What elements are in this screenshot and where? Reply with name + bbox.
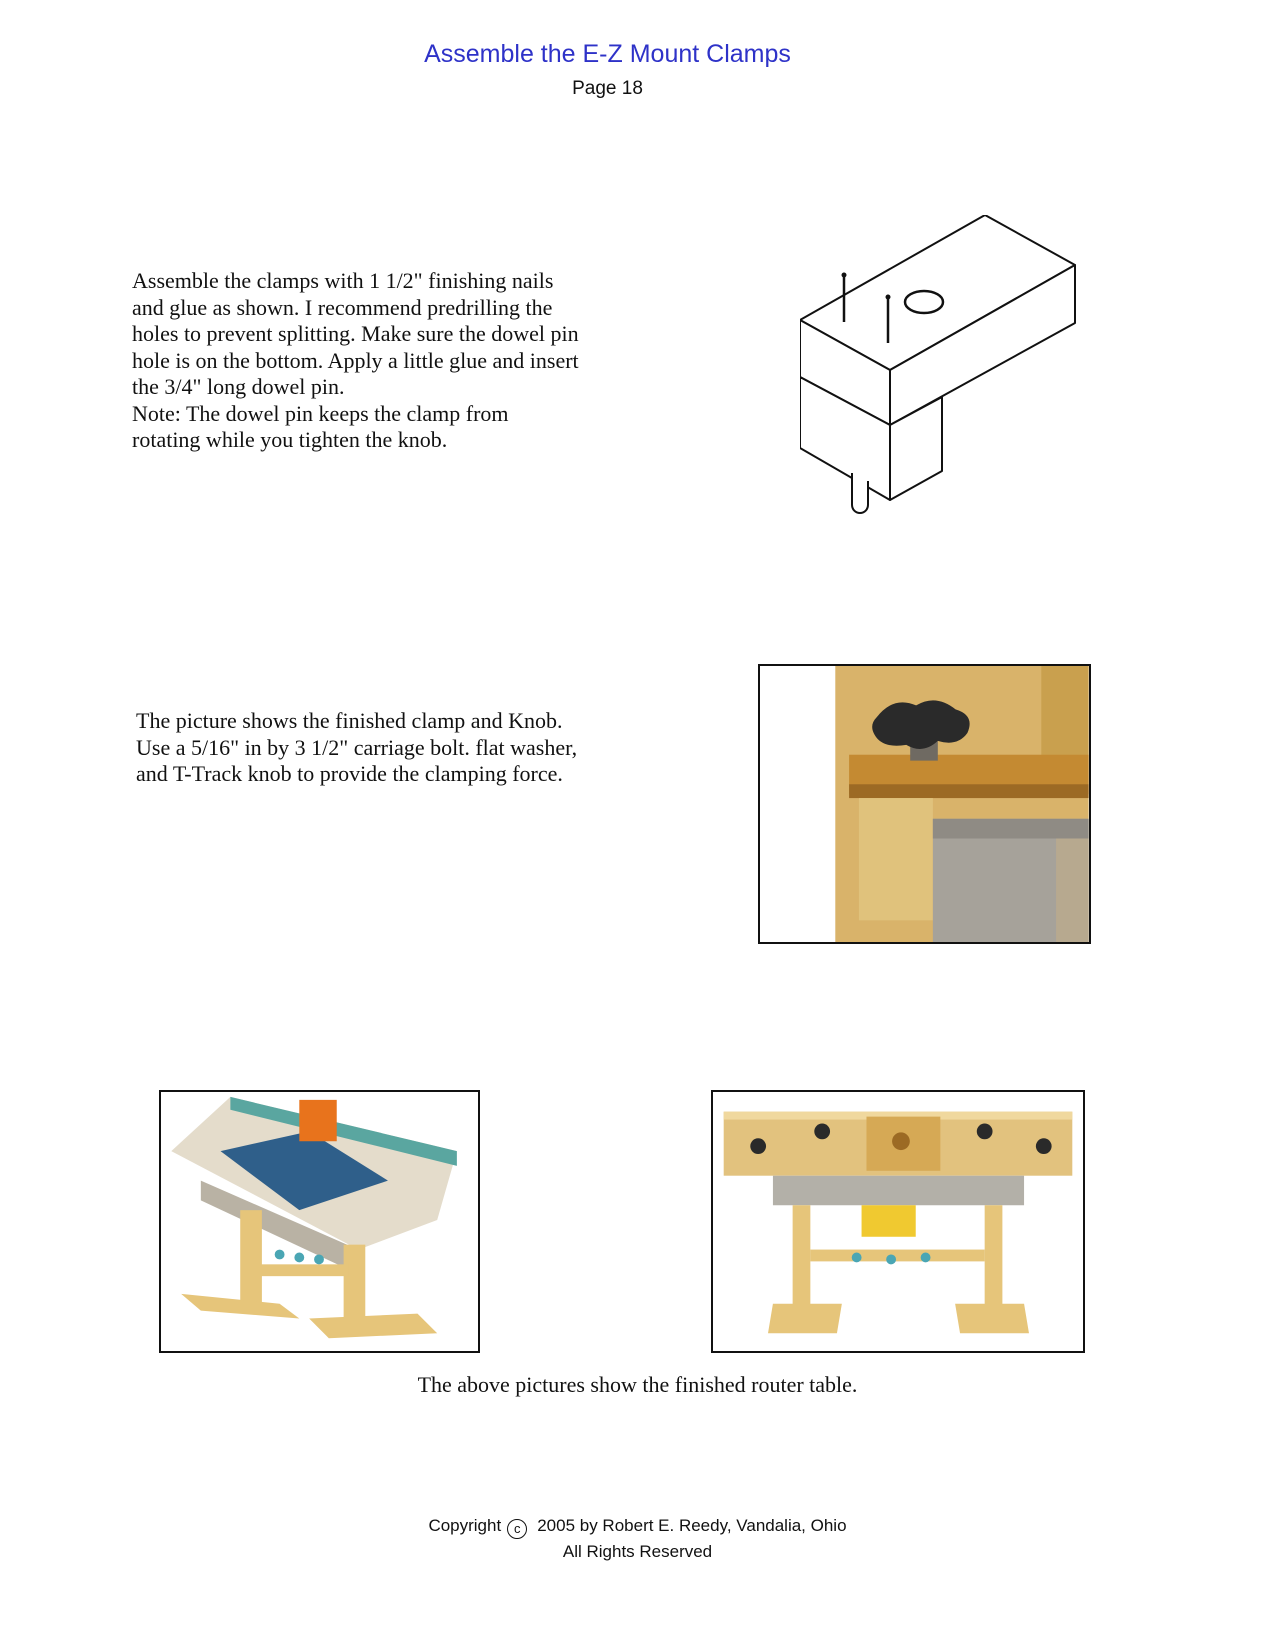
clamp-line-drawing bbox=[800, 215, 1120, 545]
text-line: rotating while you tighten the knob. bbox=[132, 427, 448, 452]
text-line: Use a 5/16" in by 3 1/2" carriage bolt. flat washer, bbox=[136, 734, 578, 760]
nail-head bbox=[886, 295, 891, 300]
router-table-photo-angled bbox=[159, 1090, 480, 1353]
copyright-line bbox=[0, 1513, 1275, 1539]
text-line: and T-Track knob to provide the clamping force. bbox=[136, 761, 563, 786]
copyright-label: Copyright bbox=[428, 1516, 502, 1535]
copyright-icon: c bbox=[507, 1519, 527, 1539]
finished-clamp-description bbox=[136, 708, 676, 788]
router-table-photo-front bbox=[711, 1090, 1085, 1353]
rights-reserved: All Rights Reserved bbox=[562, 1542, 713, 1561]
photo-caption: The above pictures show the finished router table. bbox=[417, 1372, 858, 1397]
text-line: and glue as shown. I recommend predrilling the bbox=[132, 294, 553, 320]
copyright-text: 2005 by Robert E. Reedy, Vandalia, Ohio bbox=[537, 1516, 847, 1535]
copyright-footer bbox=[0, 1513, 1275, 1565]
nail-head bbox=[842, 273, 847, 278]
page-number: Page 18 bbox=[572, 78, 643, 99]
text-line: hole is on the bottom. Apply a little glue and insert bbox=[132, 347, 579, 373]
clamp-assembly-instructions bbox=[132, 268, 672, 454]
text-line: Note: The dowel pin keeps the clamp from bbox=[132, 400, 509, 426]
page-title: Assemble the E-Z Mount Clamps bbox=[424, 40, 791, 68]
text-line: The picture shows the finished clamp and Knob. bbox=[136, 708, 563, 733]
text-line: Assemble the clamps with 1 1/2" finishing nails bbox=[132, 268, 554, 293]
finished-clamp-photo bbox=[758, 664, 1091, 944]
text-line: holes to prevent splitting. Make sure the dowel pin bbox=[132, 321, 579, 346]
text-line: the 3/4" long dowel pin. bbox=[132, 374, 345, 399]
